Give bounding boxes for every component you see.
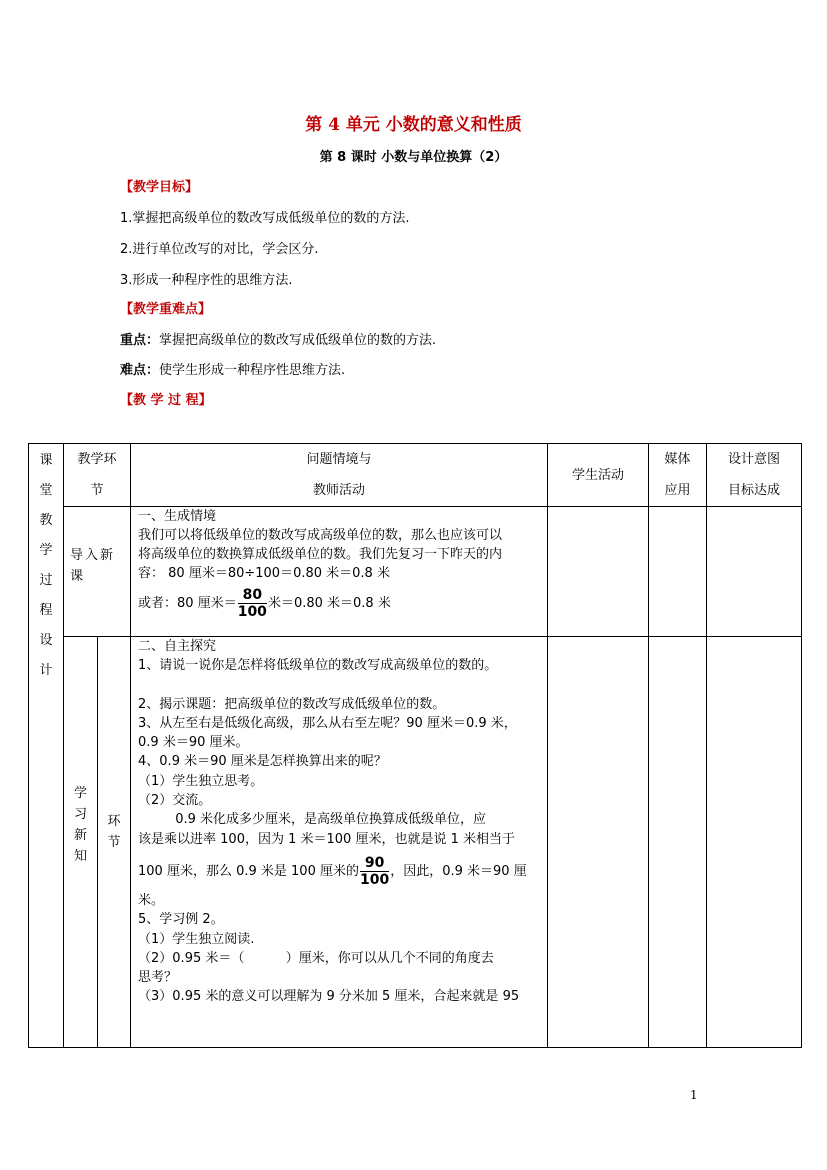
learn-student-cell [548,637,649,1048]
page-number: 1 [690,1088,698,1102]
header-activity: 问题情境与 教师活动 [131,444,548,507]
difficulty-label: 难点： [120,363,160,378]
header-media: 媒体 应用 [649,444,707,507]
header-design: 设计意图 目标达成 [707,444,802,507]
fraction-80-100: $\frac{80}{100}$ [237,587,267,620]
process-heading: 【教 学 过 程】 [120,393,212,408]
focus-text: 掌握把高级单位的数改写成低级单位的数的方法. [159,333,437,348]
objective-item: 3.形成一种程序性的思维方法. [120,273,293,288]
lesson-subtitle: 第 8 课时 小数与单位换算（2） [319,150,508,165]
difficulty-text: 使学生形成一种程序性思维方法. [159,363,346,378]
objective-item: 2.进行单位改写的对比，学会区分. [120,242,319,257]
focus-label: 重点： [120,333,160,348]
learn-design-cell [707,637,802,1048]
page-title: 第 4 单元 小数的意义和性质 [305,115,522,135]
stage-sub-label: 环 节 [98,637,131,1048]
key-points-heading: 【教学重难点】 [120,302,212,317]
intro-design-cell [707,507,802,637]
difficulty-line [120,359,345,378]
intro-student-cell [548,507,649,637]
objective-item: 1.掌握把高级单位的数改写成低级单位的数的方法. [120,211,410,226]
stage-intro: 导入新课 [64,507,131,637]
header-stage: 教学环 节 [64,444,131,507]
lesson-plan-table [28,443,802,1048]
header-student: 学生活动 [548,444,649,507]
learn-activity-cell: 二、自主探究 1、请说一说你是怎样将低级单位的数改写成高级单位的数的。 2、揭示课题：把高级单位的数改写成低级单位的数。 3、从左至右是低级化高级，那么从右至左呢？90 厘米＝0.9 米， 0.9 米＝90 厘米。 4、0.9 米＝90 厘米是怎样换算出来的呢？ （1）学生独立思考。 （2）交流。 0.9 米化成多少厘米，是高级单位换算成低级单位，应 该是乘以进率 100，因为 1 米＝100 厘米，也就是说 1 米相当于 100 厘米，那么 0.9 米是 100 厘米的 $\frac{90}{100}$ ，因此，0.9 米＝90 厘 米。 5、学习例 2。 （1）学生独立阅读. （2）0.95 米＝（ ）厘米，你可以从几个不同的角度去 思考？ （3）0.95 米的意义可以理解为 9 分米加 5 厘米，合起来就是 95 [131,637,548,1048]
process-design-label: 课 堂 教 学 过 程 设 计 [29,444,64,1048]
intro-activity-cell: 一、生成情境 我们可以将低级单位的数改写成高级单位的数，那么也应该可以 将高级单位的数换算成低级单位的数。我们先复习一下昨天的内 容： 80 厘米＝80÷100＝0.80 米＝0.8 米 或者：80 厘米＝ $\frac{80}{100}$ 米＝0.80 米＝0.8 米 [131,507,548,637]
focus-line [120,329,436,348]
learn-media-cell [649,637,707,1048]
intro-media-cell [649,507,707,637]
fraction-90-100: $\frac{90}{100}$ [359,854,390,888]
objectives-heading: 【教学目标】 [120,180,199,195]
stage-learn-new: 学 习 新 知 [64,637,98,1048]
